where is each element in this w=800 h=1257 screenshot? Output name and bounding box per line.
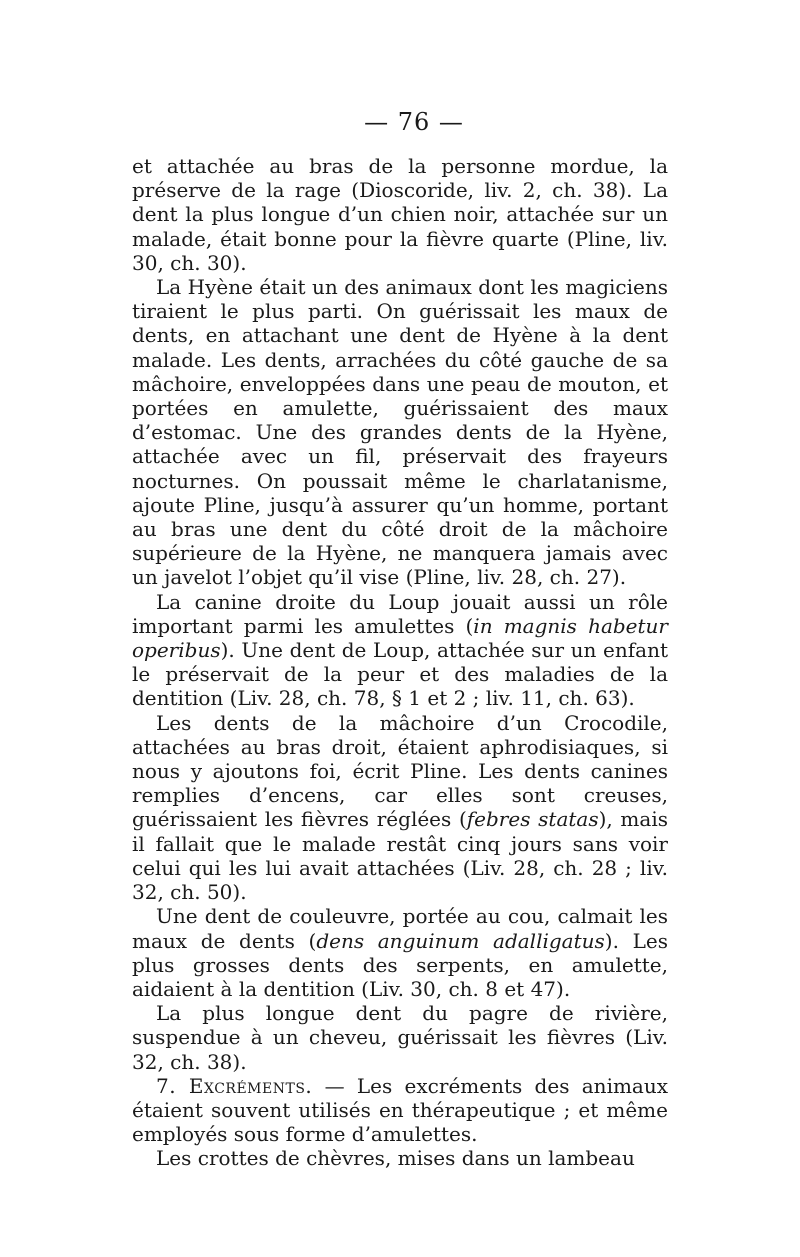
- paragraph: [132, 904, 668, 1001]
- paragraph: [132, 711, 668, 905]
- paragraph-text: — Les excréments des animaux étaient souvent utilisés en thérapeutique ; et même employés sous forme d’amulettes.: [132, 1073, 669, 1147]
- latin-quote: in magnis habetur operibus: [132, 613, 668, 663]
- paragraph-text: La Hyène était un des animaux dont les magiciens tiraient le plus parti. On guérissait les maux de dents, en attachant une dent de Hyène à la dent malade. Les dents, arrachées du côté gauche de sa mâchoire, enveloppées dans une peau de mouton, et portées en amulette, guérissaient des maux d’estomac. Une des grandes dents de la Hyène, attachée avec un fil, préservait des frayeurs nocturnes. On poussait même le charlatanisme, ajoute Pline, jusqu’à assurer qu’un homme, portant au bras une dent du côté droit de la mâchoire supérieure de la Hyène, ne manquera jamais avec un javelot l’objet qu’il vise (Pline, liv. 28, ch. 27).: [132, 275, 668, 590]
- paragraph-text: ). Une dent de Loup, attachée sur un enfant le préservait de la peur et des maladies de la dentition (Liv. 28, ch. 78, § 1 et 2 ; liv. 11, ch. 63).: [132, 638, 668, 711]
- paragraph: [132, 275, 668, 590]
- paragraph-text: Les dents de la mâchoire d’un Crocodile, attachées au bras droit, étaient aphrodisiaques, si nous y ajoutons foi, écrit Pline. Les dents canines remplies d’encens, car elles sont creuses, guérissaient les fièvres réglées (: [132, 710, 668, 832]
- paragraph: [132, 1074, 668, 1147]
- paragraph: [132, 1001, 668, 1074]
- section-heading: 7. Excréments.: [156, 1073, 313, 1098]
- paragraph: [132, 1146, 668, 1170]
- paragraph-text: La plus longue dent du pagre de rivière, suspendue à un cheveu, guérissait les fièvres (Liv. 32, ch. 38).: [132, 1001, 668, 1074]
- paragraph-text: La canine droite du Loup jouait aussi un rôle important parmi les amulettes (: [132, 589, 668, 638]
- latin-quote: dens anguinum adalligatus: [316, 928, 605, 953]
- book-page: [132, 108, 668, 1171]
- paragraph-text: ), mais il fallait que le malade restât cinq jours sans voir celui qui les lui avait attachées (Liv. 28, ch. 28 ; liv. 32, ch. 50).: [132, 807, 668, 905]
- page-number: — 76 —: [364, 108, 464, 136]
- paragraph: [132, 154, 668, 275]
- latin-quote: febres statas: [466, 807, 599, 832]
- paragraph: [132, 590, 668, 711]
- paragraph-text: et attachée au bras de la personne mordue, la préserve de la rage (Dioscoride, liv. 2, ch. 38). La dent la plus longue d’un chien noir, attachée sur un malade, était bonne pour la fièvre quarte (Pline, liv. 30, ch. 30).: [132, 154, 668, 275]
- paragraph-text: ). Les plus grosses dents des serpents, en amulette, aidaient à la dentition (Liv. 30, ch. 8 et 47).: [132, 928, 669, 1001]
- paragraph-text: Les crottes de chèvres, mises dans un lambeau: [156, 1146, 635, 1171]
- paragraph-text: Une dent de couleuvre, portée au cou, calmait les maux de dents (: [132, 904, 668, 953]
